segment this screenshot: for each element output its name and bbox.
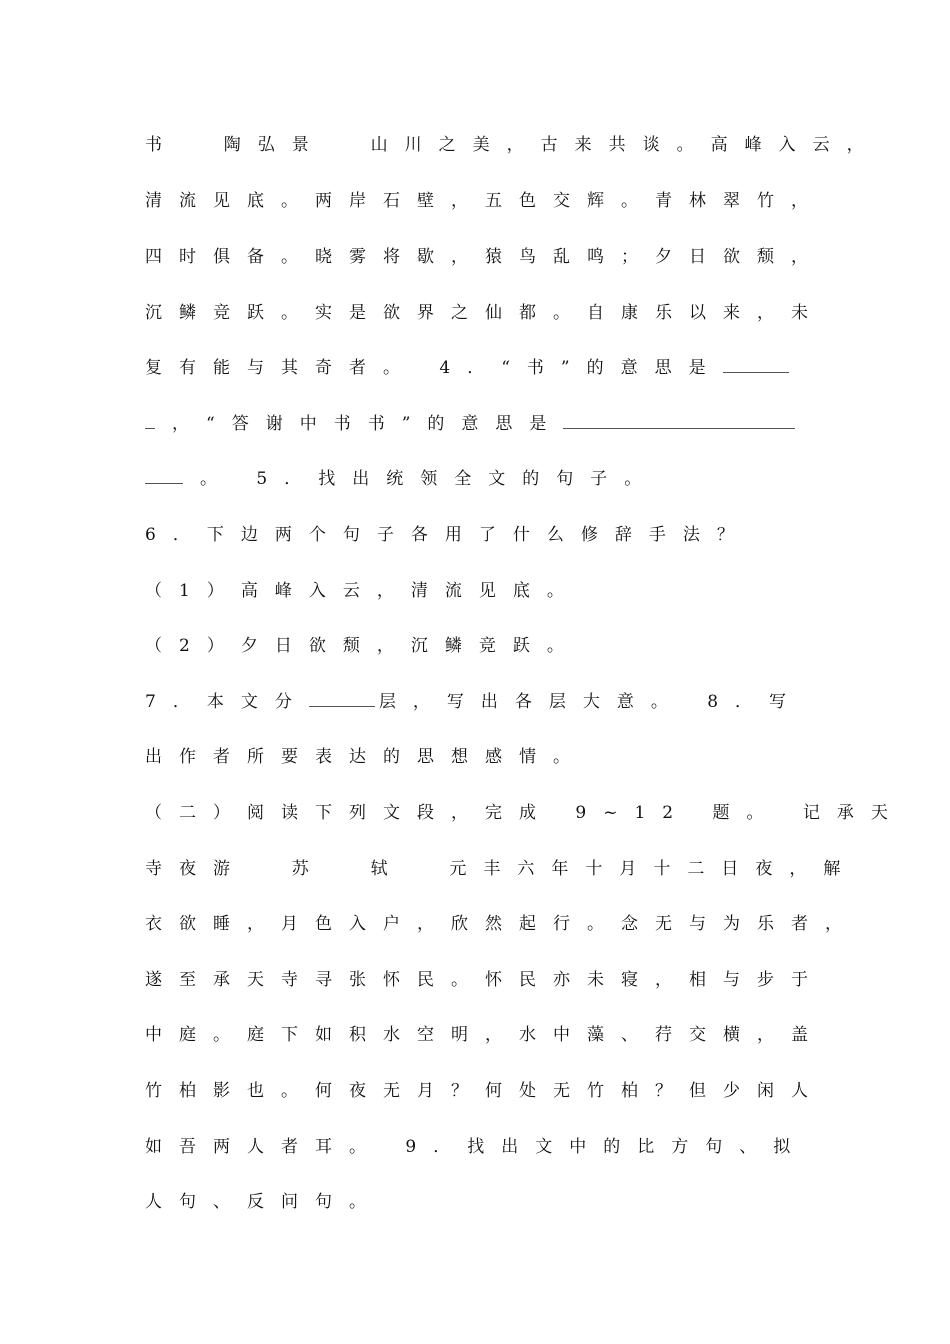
text-line-5	[145, 356, 789, 380]
question-4b-text: ，“答谢中书书”的意思是	[172, 414, 564, 434]
text-line-12: 出作者所要表达的思想感情。	[145, 747, 587, 767]
answer-blank-7[interactable]	[309, 692, 375, 707]
text-line-19: 如吾两人者耳。 9．找出文中的比方句、拟	[145, 1137, 808, 1157]
text-line-3: 四时俱备。晓雾将歇，猿鸟乱鸣；夕日欲颓，	[145, 247, 825, 267]
text-line-11	[145, 690, 803, 714]
text-line-17: 中庭。庭下如积水空明，水中藻、荇交横，盖	[145, 1025, 825, 1045]
text-line-7	[145, 467, 658, 491]
text-line-1: 书 陶弘景 山川之美，古来共谈。高峰入云，	[145, 135, 881, 155]
text-line-13: （二）阅读下列文段，完成 9~12 题。 记承天	[145, 803, 905, 823]
text-line-20: 人句、反问句。	[145, 1192, 383, 1212]
answer-blank-4b[interactable]	[563, 414, 795, 429]
question-7-text: 7．本文分	[145, 692, 309, 712]
question-5-text: 。 5．找出统领全文的句子。	[200, 469, 659, 489]
text-line-6	[145, 412, 795, 436]
question-4-text: 复有能与其奇者。 4．“书”的意思是	[145, 358, 723, 378]
text-line-16: 遂至承天寺寻张怀民。怀民亦未寝，相与步于	[145, 970, 825, 990]
text-line-4: 沉鳞竞跃。实是欲界之仙都。自康乐以来，未	[145, 303, 825, 323]
text-line-10: （2）夕日欲颓，沉鳞竞跃。	[145, 636, 581, 656]
answer-blank-4b-cont[interactable]	[145, 469, 183, 484]
text-line-18: 竹柏影也。何夜无月？何处无竹柏？但少闲人	[145, 1081, 825, 1101]
answer-blank-4a-cont[interactable]	[145, 414, 155, 429]
text-line-2: 清流见底。两岸石壁，五色交辉。青林翠竹，	[145, 191, 825, 211]
answer-blank-4a[interactable]	[723, 358, 789, 373]
text-line-15: 衣欲睡，月色入户，欣然起行。念无与为乐者，	[145, 914, 859, 934]
question-7-rest: 层，写出各层大意。 8．写	[378, 692, 804, 712]
text-line-9: （1）高峰入云，清流见底。	[145, 581, 581, 601]
text-line-14: 寺夜游 苏 轼 元丰六年十月十二日夜，解	[145, 859, 858, 879]
text-line-8: 6．下边两个句子各用了什么修辞手法？	[145, 525, 751, 545]
